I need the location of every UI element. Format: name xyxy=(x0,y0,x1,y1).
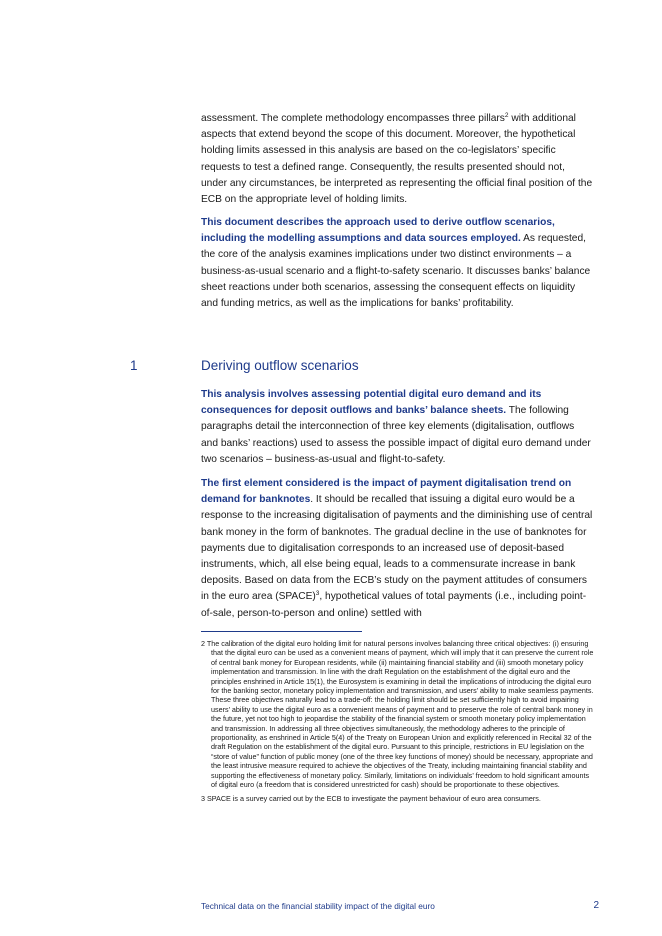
footnote-text: The calibration of the digital euro holding limit for natural persons involves balancing three critical objectives: (i) ensuring that the digital euro can be used as a convenient means of payment, which will imply that it can preserve the current role of central bank money for European residents, while (ii) maintaining financial stability and (iii) smooth monetary policy implementation and transmission. In line with the draft Regulation on the establishment of the digital euro and the principles enshrined in Article 15(1), the Eurosystem is examining in detail the implications of introducing the digital euro for the banking sector, monetary policy implementation and transmission, and users’ ability to make seamless payments. These three objectives naturally lead to a trade-off: the holding limit should be set sufficiently high to avoid impairing users’ ability to use the digital euro as a convenient means of payment and to preserve the role of central bank money in the future, yet not too high to jeopardise the stability of the financial system or smooth monetary policy implementation and transmission. In addressing all three objectives simultaneously, the methodology adheres to the principle of proportionality, as enshrined in Article 5(4) of the Treaty on European Union and explicitly referenced in Recital 32 of the draft Regulation on the establishment of the digital euro. Pursuant to this principle, restrictions in EU legislation on the “store of value” function of public money (one of the three key functions of money) should be necessary, appropriate and the least intrusive measure required to achieve the objectives of the Treaty, including maintaining financial stability and supporting the effectiveness of monetary policy. Similarly, limitations on individuals’ freedom to hold significant amounts of digital euro (a freedom that is considered unrestricted for cash) should be proportionate to these objectives. xyxy=(206,639,594,790)
paragraph-lead: This document describes the approach used to derive outflow scenarios, including the modelling assumptions and data sources employed. xyxy=(201,217,555,245)
page-number: 2 xyxy=(593,900,599,911)
paragraph-approach xyxy=(201,215,593,312)
paragraph-text: with additional aspects that extend beyond the scope of this document. Moreover, the hypothetical holding limits assessed in this analysis are based on the co-legislators’ specific requests to test a defined range. Consequently, the results presented should not, under any circumstances, be interpreted as representing the official final position of the ECB on the appropriate level of holding limits. xyxy=(201,113,593,206)
footnote-number: 3 xyxy=(201,793,205,803)
footer-title: Technical data on the financial stability impact of the digital euro xyxy=(201,901,435,911)
section-title: Deriving outflow scenarios xyxy=(201,358,359,373)
paragraph-text: , hypothetical values of total payments (i.e., including point-of-sale, person-to-person and online) settled with xyxy=(201,591,587,619)
footnotes xyxy=(201,639,597,803)
footnote-text: SPACE is a survey carried out by the ECB to investigate the payment behaviour of euro area consumers. xyxy=(207,793,541,803)
paragraph-text: assessment. The complete methodology encompasses three pillars xyxy=(201,113,505,124)
footnote-number: 2 xyxy=(201,639,205,648)
footnote-2 xyxy=(201,639,597,790)
paragraph-first-element xyxy=(201,476,593,622)
paragraph-text: The following paragraphs detail the interconnection of three key elements (digitalisation, outflows and banks’ reactions) used to assess the possible impact of digital euro demand under two scenarios – business-as-usual and flight-to-safety. xyxy=(201,405,591,465)
footnote-3 xyxy=(201,794,597,803)
footnote-divider xyxy=(201,631,362,632)
paragraph-analysis xyxy=(201,387,593,468)
paragraph-text: As requested, the core of the analysis examines implications under two distinct environments – a business-as-usual scenario and a flight-to-safety scenario. It discusses banks’ balance sheet reactions under both scenarios, assessing the consequent effects on liquidity and funding metrics, as well as the implications for banks’ profitability. xyxy=(201,233,591,310)
footnote-ref-3[interactable]: 3 xyxy=(315,590,320,598)
section-number: 1 xyxy=(130,358,138,373)
paragraph-lead: The first element considered is the impact of payment digitalisation trend on demand for banknotes xyxy=(201,478,572,506)
paragraph-lead: This analysis involves assessing potential digital euro demand and its consequences for deposit outflows and banks’ balance sheets. xyxy=(201,389,542,417)
paragraph-text: . It should be recalled that issuing a digital euro would be a response to the increasing digitalisation of payments and the diminishing use of central bank money in the form of banknotes. The gradual decline in the use of banknotes for payments due to digitalisation corresponds to an increased use of deposit-based instruments, which, all else being equal, leads to a commensurate increase in bank deposits. Based on data from the ECB’s study on the payment attitudes of consumers in the euro area (SPACE) xyxy=(201,494,593,603)
footnote-ref-2[interactable]: 2 xyxy=(504,112,509,119)
paragraph-methodology xyxy=(201,111,593,208)
